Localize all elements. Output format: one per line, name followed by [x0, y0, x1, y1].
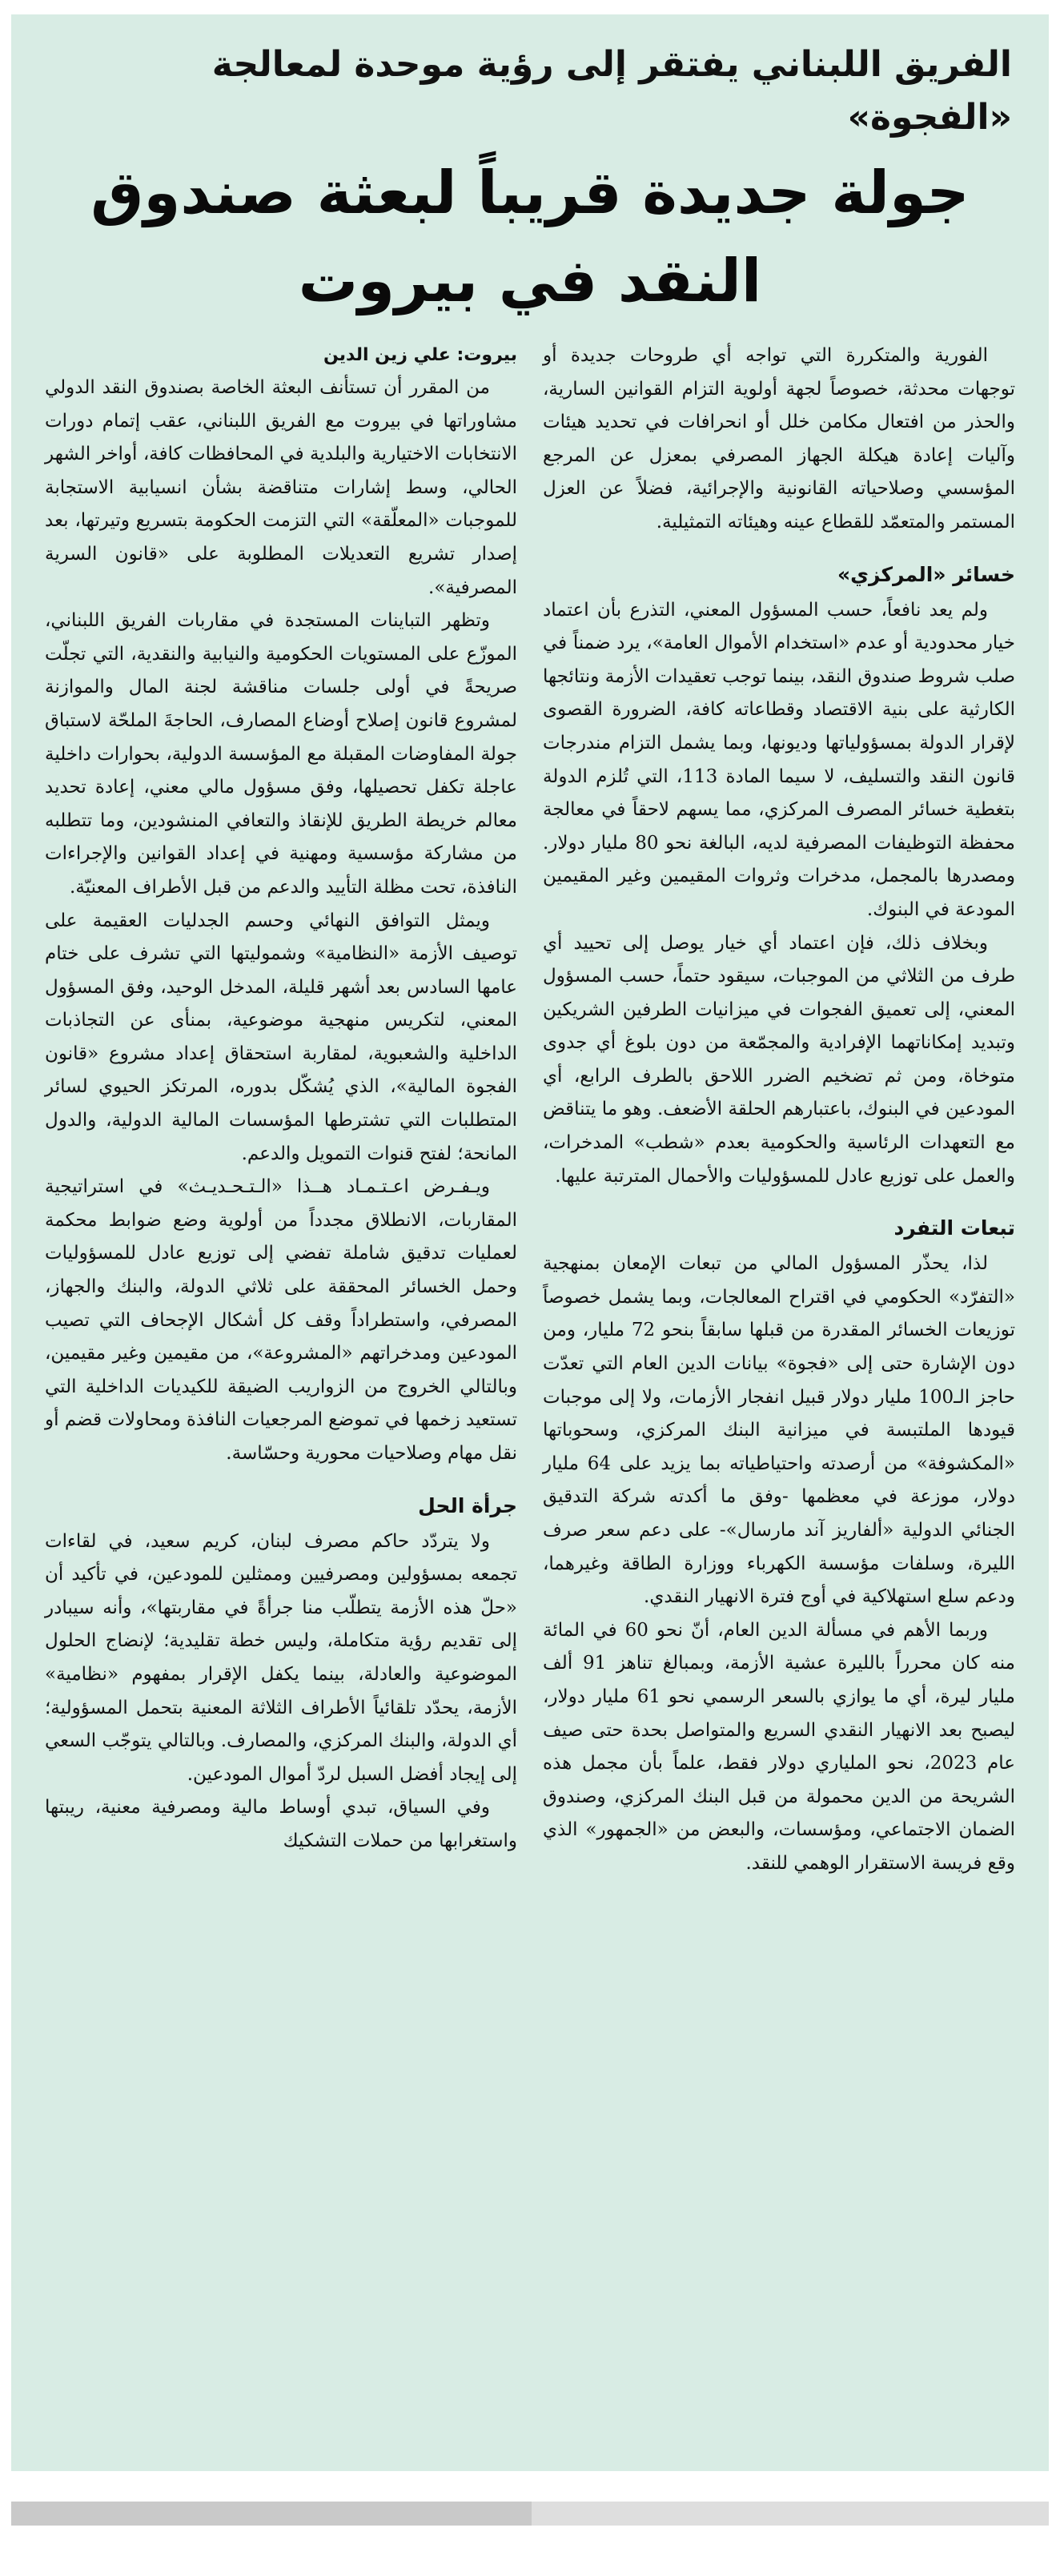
bottom-strip-light — [532, 2502, 1049, 2526]
right-column — [45, 340, 517, 1881]
section-subhead: جرأة الحل — [418, 1493, 517, 1517]
section-subhead: خسائر «المركزي» — [837, 562, 1015, 586]
paragraph: ولم يعد نافعاً، حسب المسؤول المعني، التذرع بأن اعتماد خيار محدودية أو عدم «استخدام الأموال العامة»، يرد ضمناً في صلب شروط صندوق النقد، بينما توجب تعقيدات الأزمة ونتائجها الكارثية على بنية الاقتصاد وقطاعاته كافة، الضرورة القصوى لإقرار الدولة بمسؤولياتها وديونها، وبما يشمل التزام مندرجات قانون النقد والتسليف، لا سيما المادة 113، التي تُلزم الدولة بتغطية خسائر المصرف المركزي، مما يسهم لاحقاً في معالجة محفظة التوظيفات المصرفية لديه، البالغة نحو 80 مليار دولار. ومصدرها بالمجمل، مدخرات وثروات المقيمين وغير المقيمين المودعة في البنوك. — [543, 599, 1016, 920]
paragraph: لذا، يحذّر المسؤول المالي من تبعات الإمعان بمنهجية «التفرّد» الحكومي في اقتراح المعالجات، وبما يشمل خصوصاً توزيعات الخسائر المقدرة من قبلها سابقاً بنحو 72 مليار، ومن دون الإشارة حتى إلى «فجوة» بيانات الدين العام التي تعدّت حاجز الـ100 مليار دولار قبيل انفجار الأزمات، ولا إلى موجبات قيودها الملتبسة في ميزانية البنك المركزي، وسحوباتها «المكشوفة» من أرصدته واحتياطياته بما يزيد على 64 مليار دولار، موزعة في معظمها -وفق ما أكدته شركة التدقيق الجنائي الدولية «ألفاريز آند مارسال»- على دعم سعر صرف الليرة، وسلفات مؤسسة الكهرباء ووزارة الطاقة وغيرهما، ودعم سلع استهلاكية في أوج فترة الانهيار النقدي. — [543, 1253, 1016, 1608]
byline: بيروت: علي زين الدين — [323, 345, 517, 365]
left-column — [543, 340, 1015, 1881]
section-subhead: تبعات التفرد — [893, 1216, 1015, 1240]
bottom-strip — [11, 2502, 1049, 2526]
article-sheet — [11, 14, 1049, 2471]
article-kicker: الفريق اللبناني يفتقر إلى رؤية موحدة لمعالجة «الفجوة» — [211, 44, 1012, 138]
paragraph: وربما الأهم في مسألة الدين العام، أنّ نحو 60 في المائة منه كان محرراً بالليرة عشية الأزمة، وبمبالغ تناهز 91 ألف مليار ليرة، أي ما يوازي بالسعر الرسمي نحو 61 مليار دولار، ليصبح بعد الانهيار النقدي السريع والمتواصل بحدة حتى صيف عام 2023، نحو الملياري دولار فقط، علماً بأن مجمل هذه الشريحة من الدين محمولة من قبل البنك المركزي، وصندوق الضمان الاجتماعي، ومؤسسات، والبعض من «الجمهور» الذي وقع فريسة الاستقرار الوهمي للنقد. — [543, 1619, 1016, 1874]
paragraph: من المقرر أن تستأنف البعثة الخاصة بصندوق النقد الدولي مشاوراتها في بيروت مع الفريق اللبناني، عقب إتمام دورات الانتخابات الاختيارية والبلدية في المحافظات كافة، أواخر الشهر الحالي، وسط إشارات متناقضة بشأن انسيابية الاستجابة للموجبات «المعلّقة» التي التزمت الحكومة بتسريع وتيرتها، بعد إصدار تشريع التعديلات المطلوبة على «قانون السرية المصرفية». — [45, 377, 517, 598]
paragraph: ويـفـرض اعـتـمـاد هــذا «الـتـحـديـث» في استراتيجية المقاربات، الانطلاق مجدداً من أولوية وضع ضوابط محكمة لعمليات تدقيق شاملة تفضي إلى توزيع عادل للمسؤوليات وحمل الخسائر المحققة على ثلاثي الدولة، والبنك والجهاز، المصرفي، واستطراداً وقف كل أشكال الإجحاف التي تصيب المودعين ومدخراتهم «المشروعة»، من مقيمين وغير مقيمين، وبالتالي الخروج من الزواريب الضيقة للكيديات الداخلية التي تستعيد زخمها في تموضع المرجعيات النافذة ومحاولات قضم أو نقل مهام وصلاحيات محورية وحسّاسة. — [45, 1176, 517, 1464]
paragraph: وفي السياق، تبدي أوساط مالية ومصرفية معنية، ريبتها واستغرابها من حملات التشكيك — [45, 1797, 517, 1851]
paragraph: وبخلاف ذلك، فإن اعتماد أي خيار يوصل إلى تحييد أي طرف من الثلاثي من الموجبات، سيقود حتماً، حسب المسؤول المعني، إلى تعميق الفجوات في ميزانيات الطرفين الشريكين وتبديد إمكاناتهما الإفرادية والمجمّعة من دون بلوغ أي جدوى متوخاة، ومن ثم تضخيم الضرر اللاحق بالطرف الرابع، أي المودعين في البنوك، باعتبارهم الحلقة الأضعف. وهو ما يتناقض مع التعهدات الرئاسية والحكومية بعدم «شطب» المدخرات، والعمل على توزيع عادل للمسؤوليات والأحمال المترتبة عليها. — [543, 932, 1015, 1187]
article-headline: جولة جديدة قريباً لبعثة صندوق النقد في بيروت — [90, 159, 970, 315]
bottom-strip-dark — [11, 2502, 532, 2526]
paragraph: الفورية والمتكررة التي تواجه أي طروحات جديدة أو توجهات محدثة، خصوصاً لجهة أولوية التزام القوانين السارية، والحذر من افتعال مكامن خلل أو انحرافات في تحديد هيئات وآليات إعادة هيكلة الجهاز المصرفي بمعزل عن المرجع المؤسسي وصلاحياته القانونية والإجرائية، فضلاً عن العزل المستمر والمتعمّد للقطاع عينه وهيئاته التمثيلية. — [543, 345, 1015, 532]
paragraph: وتظهر التباينات المستجدة في مقاربات الفريق اللبناني، الموزّع على المستويات الحكومية والنيابية والنقدية، التي تجلّت صريحةً في أولى جلسات مناقشة لجنة المال والموازنة لمشروع قانون إصلاح أوضاع المصارف، الحاجةَ الملحّة لاستباق جولة المفاوضات المقبلة مع المؤسسة الدولية، بحوارات داخلية عاجلة تكفل تحصيلها، وفق مسؤول مالي معني، إعادة تحديد معالم خريطة الطريق للإنقاذ والتعافي المنشودين، وما تتطلبه من مشاركة مؤسسية ومهنية في إعداد القوانين والإجراءات النافذة، تحت مظلة التأييد والدعم من قبل الأطراف المعنيّة. — [45, 610, 517, 898]
article-columns — [45, 340, 1015, 1881]
paragraph: ويمثل التوافق النهائي وحسم الجدليات العقيمة على توصيف الأزمة «النظامية» وشموليتها التي تشرف على ختام عامها السادس بعد أشهر قليلة، المدخل الوحيد، وفق المسؤول المعني، لتكريس منهجية موضوعية، بمنأى عن التجاذبات الداخلية والشعبوية، لمقاربة استحقاق إعداد مشروع «قانون الفجوة المالية»، الذي يُشكّل بدوره، المرتكز الحيوي لسائر المتطلبات التي تشترطها المؤسسات المالية الدولية، والدول المانحة؛ لفتح قنوات التمويل والدعم. — [45, 910, 517, 1164]
paragraph: ولا يتردّد حاكم مصرف لبنان، كريم سعيد، في لقاءات تجمعه بمسؤولين ومصرفيين وممثلين للمودعين، في تأكيد أن «حلّ هذه الأزمة يتطلّب منا جرأةً في مقاربتها»، وأنه سيبادر إلى تقديم رؤية متكاملة، وليس خطة تقليدية؛ لإنضاج الحلول الموضوعية والعادلة، بينما يكفل الإقرار بمفهوم «نظامية» الأزمة، يحدّد تلقائياً الأطراف الثلاثة المعنية بتحمل المسؤولية؛ أي الدولة، والبنك المركزي، والمصارف. وبالتالي يتوجّب السعي إلى إيجاد أفضل السبل لردّ أموال المودعين. — [44, 1530, 517, 1785]
